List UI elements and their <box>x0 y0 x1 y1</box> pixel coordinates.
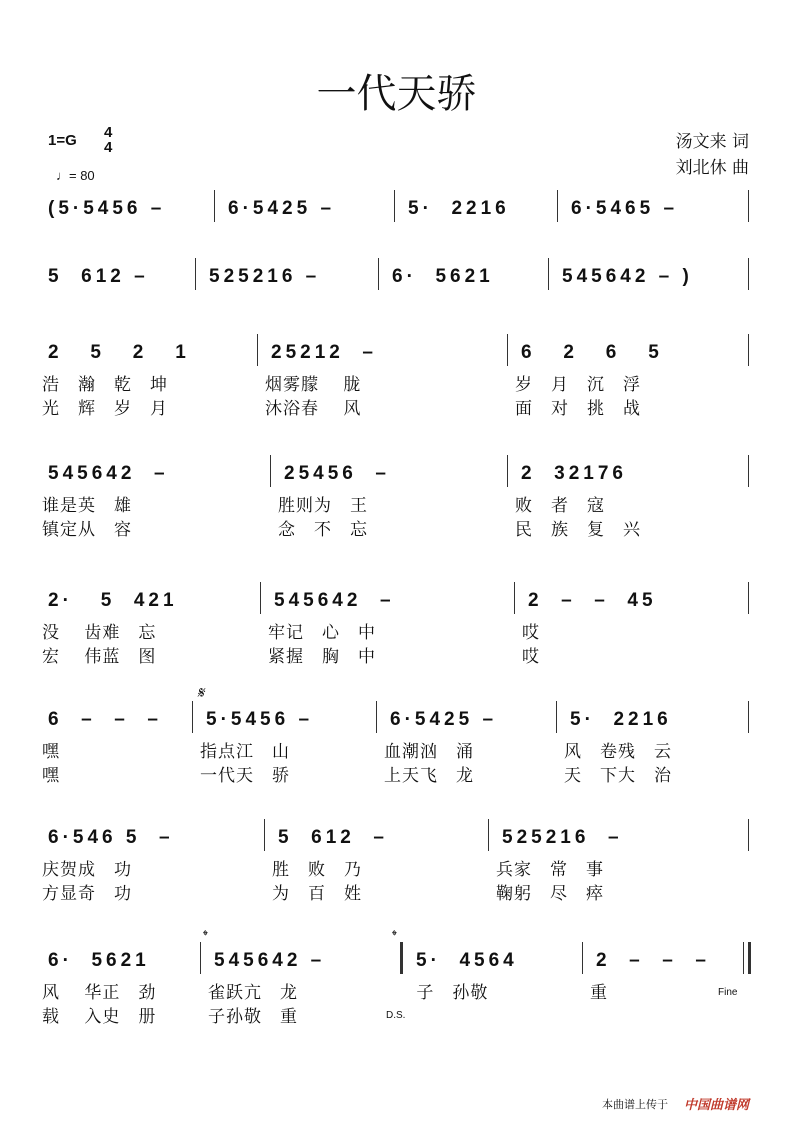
lyric-verse-1: 风 卷残 云 <box>564 742 672 762</box>
lyric-verse-2: 载 入史 册 <box>42 1007 157 1027</box>
lyric-verse-2: 一代天 骄 <box>200 766 290 786</box>
measure-notes: 5· 4564 <box>416 950 518 971</box>
lyric-verse-1: 岁 月 沉 浮 <box>515 375 641 395</box>
score-line <box>0 590 793 680</box>
lyric-verse-1: 烟雾朦 胧 <box>265 375 362 395</box>
lyric-verse-1: 血潮汹 涌 <box>384 742 474 762</box>
composer-credit: 刘北休 曲 <box>675 158 749 178</box>
barline <box>195 258 196 290</box>
barline <box>582 942 583 974</box>
barline <box>748 819 749 851</box>
measure-notes: (5·5456 – <box>48 198 166 219</box>
measure-notes: 6 2 6 5 <box>521 342 663 363</box>
lyric-verse-1: 子 孙敬 <box>410 983 489 1003</box>
measure-notes: 2· 5 421 <box>48 590 178 611</box>
score-line <box>0 463 793 553</box>
lyric-verse-1: 牢记 心 中 <box>268 623 376 643</box>
lyric-verse-1: 浩 瀚 乾 坤 <box>42 375 168 395</box>
barline <box>270 455 271 487</box>
lyric-verse-1: 重 <box>590 983 608 1003</box>
lyric-verse-2: 嘿 <box>42 766 60 786</box>
measure-notes: 6·5465 – <box>571 198 679 219</box>
lyric-verse-1: 庆贺成 功 <box>42 860 132 880</box>
barline <box>394 190 395 222</box>
barline <box>264 819 265 851</box>
barline <box>748 190 749 222</box>
barline <box>748 701 749 733</box>
barline <box>488 819 489 851</box>
lyric-verse-1: 哎 <box>522 623 540 643</box>
lyric-verse-2: 念 不 忘 <box>278 520 368 540</box>
lyric-verse-2: 面 对 挑 战 <box>515 399 641 419</box>
score-line <box>0 709 793 799</box>
barline <box>748 258 749 290</box>
time-signature <box>104 125 112 155</box>
score-line <box>0 827 793 917</box>
barline <box>214 190 215 222</box>
lyric-verse-1: 嘿 <box>42 742 60 762</box>
tempo-marking: ♩= 80 <box>56 168 95 183</box>
barline <box>376 701 377 733</box>
measure-notes: 5· 2216 <box>408 198 510 219</box>
measure-notes: 545642 – <box>48 463 169 484</box>
measure-notes: 6· 5621 <box>48 950 150 971</box>
measure-notes: 25456 – <box>284 463 390 484</box>
barline <box>507 455 508 487</box>
barline <box>260 582 261 614</box>
key-signature: 1=G <box>48 132 77 149</box>
barline <box>548 258 549 290</box>
barline <box>557 190 558 222</box>
barline <box>378 258 379 290</box>
measure-notes: 6·5425 – <box>390 709 498 730</box>
lyric-verse-1: 谁是英 雄 <box>42 496 132 516</box>
measure-notes: 2 – – 45 <box>528 590 657 611</box>
barline <box>514 582 515 614</box>
measure-notes: 2 32176 <box>521 463 627 484</box>
measure-notes: 5 612 – <box>278 827 388 848</box>
coda-sign-2: 𝄌 <box>392 928 397 944</box>
lyric-verse-2: 民 族 复 兴 <box>515 520 641 540</box>
lyric-verse-2: 天 下大 治 <box>564 766 672 786</box>
barline <box>748 334 749 366</box>
lyric-verse-2: 紧握 胸 中 <box>268 647 376 667</box>
lyric-verse-1: 指点江 山 <box>200 742 290 762</box>
lyric-verse-2: 宏 伟蓝 图 <box>42 647 157 667</box>
measure-notes: 6·5425 – <box>228 198 336 219</box>
barline <box>200 942 201 974</box>
lyric-verse-2: 上天飞 龙 <box>384 766 474 786</box>
barline <box>556 701 557 733</box>
ds-marking: D.S. <box>386 1010 406 1021</box>
measure-notes: 6·546 5 – <box>48 827 174 848</box>
barline <box>192 701 193 733</box>
lyric-verse-1: 胜 败 乃 <box>272 860 362 880</box>
measure-notes: 545642 – ) <box>562 266 693 287</box>
lyric-verse-2: 为 百 姓 <box>272 884 362 904</box>
segno-sign: 𝄋 <box>197 683 204 702</box>
barline <box>257 334 258 366</box>
measure-notes: 5 612 – <box>48 266 149 287</box>
lyric-verse-1: 胜则为 王 <box>278 496 368 516</box>
barline <box>748 455 749 487</box>
score-line <box>0 342 793 432</box>
barline <box>748 582 749 614</box>
time-signature-top: 4 <box>104 124 113 141</box>
measure-notes: 5· 2216 <box>570 709 672 730</box>
time-signature-bottom: 4 <box>104 139 113 156</box>
measure-notes: 525216 – <box>209 266 321 287</box>
lyric-verse-1: 风 华正 劲 <box>42 983 157 1003</box>
measure-notes: 5·5456 – <box>206 709 314 730</box>
coda-sign-1: 𝄌 <box>203 928 208 944</box>
barline <box>507 334 508 366</box>
lyric-verse-2: 方显奇 功 <box>42 884 132 904</box>
measure-notes: 6· 5621 <box>392 266 494 287</box>
lyric-verse-1: 雀跃亢 龙 <box>208 983 298 1003</box>
lyric-verse-1: 兵家 常 事 <box>496 860 604 880</box>
measure-notes: 545642 – <box>274 590 395 611</box>
lyric-verse-2: 沐浴春 风 <box>265 399 362 419</box>
lyric-verse-2: 鞠躬 尽 瘁 <box>496 884 604 904</box>
fine-marking: Fine <box>718 987 738 998</box>
footer-text: 本曲谱上传于 <box>602 1098 668 1111</box>
lyric-verse-1: 败 者 寇 <box>515 496 605 516</box>
song-title: 一代天骄 <box>316 71 477 117</box>
final-barline-thin <box>743 942 744 974</box>
lyric-verse-2: 光 辉 岁 月 <box>42 399 168 419</box>
measure-notes: 545642 – <box>214 950 326 971</box>
lyric-verse-2: 哎 <box>522 647 540 667</box>
measure-notes: 6 – – – <box>48 709 162 730</box>
measure-notes: 25212 – <box>271 342 377 363</box>
lyric-verse-2: 子孙敬 重 <box>208 1007 298 1027</box>
final-barline <box>748 942 751 974</box>
measure-notes: 525216 – <box>502 827 623 848</box>
lyric-verse-2: 镇定从 容 <box>42 520 132 540</box>
measure-notes: 2 – – – <box>596 950 710 971</box>
repeat-barline <box>400 942 403 974</box>
lyricist-credit: 汤文来 词 <box>675 132 749 152</box>
measure-notes: 2 5 2 1 <box>48 342 190 363</box>
score-line <box>0 950 793 1040</box>
site-logo: 中国曲谱网 <box>684 1098 750 1113</box>
lyric-verse-1: 没 齿难 忘 <box>42 623 157 643</box>
